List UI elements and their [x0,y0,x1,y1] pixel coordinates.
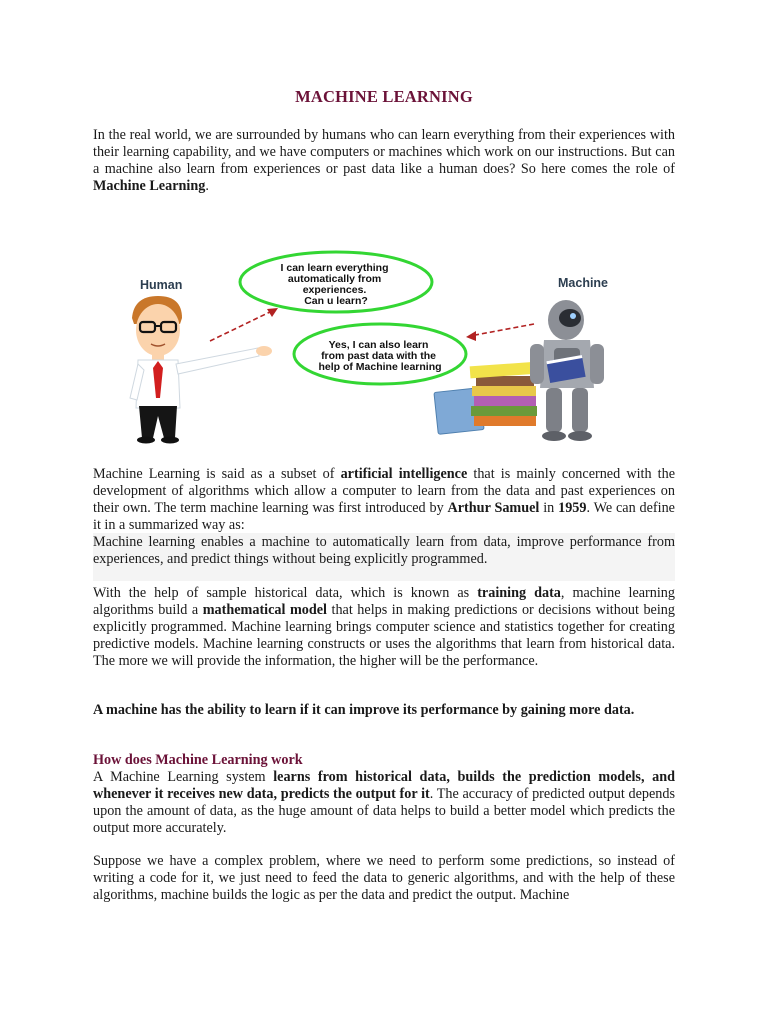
bold-arthur-samuel: Arthur Samuel [447,500,540,516]
training-data-paragraph: With the help of sample historical data, which is known as training data, machine learning algorithms build a mathematical model that helps in making predictions or decisions without being explicitly programmed. Machine learning brings computer science and statistics together for creating predictive models. Machine learning constructs or uses the algorithms that learn from historical data. The more we will provide the information, the higher will be the performance. [93,585,675,669]
complex-problem-paragraph: Suppose we have a complex problem, where we need to perform some predictions, so instead of writing a code for it, we just need to feed the data to generic algorithms, and with the help of these algorithms, machine builds the logic as per the data and predict the output. Machine [93,853,675,903]
intro-text-end: . [205,178,209,194]
page-title: MACHINE LEARNING [295,87,473,106]
how-it-works-paragraph: A Machine Learning system learns from historical data, builds the prediction models, and whenever it receives new data, predicts the output for it. The accuracy of predicted output depends upon the amount of data, as the huge amount of data helps to build a better model which predicts the output more accurately. [93,769,676,836]
bold-system-description: learns from historical data, builds the prediction models, and whenever it receives new data, predicts the output for it [93,769,675,802]
intro-bold: Machine Learning [93,178,206,194]
bold-mathematical-model: mathematical model [202,602,327,618]
ml-definition-intro: Machine Learning is said as a subset of artificial intelligence that is mainly concerned with the development of algorithms which allow a computer to learn from the data and past experiences on their own. The term machine learning was first introduced by Arthur Samuel in 1959. We can define it in a summarized way as: [93,466,675,533]
intro-paragraph [93,127,675,195]
bubble-human-text: I can learn everything automatically from experiences. Can u learn? [280,262,389,307]
bold-year: 1959 [558,500,587,516]
machine-label: Machine [558,276,609,290]
bubble-machine-text: Yes, I can also learn from past data with the help of Machine learning [318,339,442,373]
section-heading: How does Machine Learning work [93,752,303,768]
intro-text: In the real world, we are surrounded by humans who can learn everything from their experiences with their learning capability, and we have computers or machines which work on our instructions. But can a machine also learn from experiences or past data like a human does? So here comes the role of [93,127,675,177]
bold-artificial-intelligence: artificial intelligence [340,466,468,482]
arrow-human-icon [210,308,278,341]
human-label: Human [140,278,183,292]
human-figure-icon [130,296,272,444]
bold-training-data: training data [477,585,561,601]
human-machine-illustration [118,248,638,448]
arrow-machine-icon [466,324,534,341]
bold-statement: A machine has the ability to learn if it can improve its performance by gaining more data. [93,702,635,718]
robot-figure-icon [530,300,604,441]
illustration-svg [118,248,638,448]
definition-text: Machine learning enables a machine to automatically learn from data, improve performance from experiences, and predict things without being explicitly programmed. [93,534,675,567]
